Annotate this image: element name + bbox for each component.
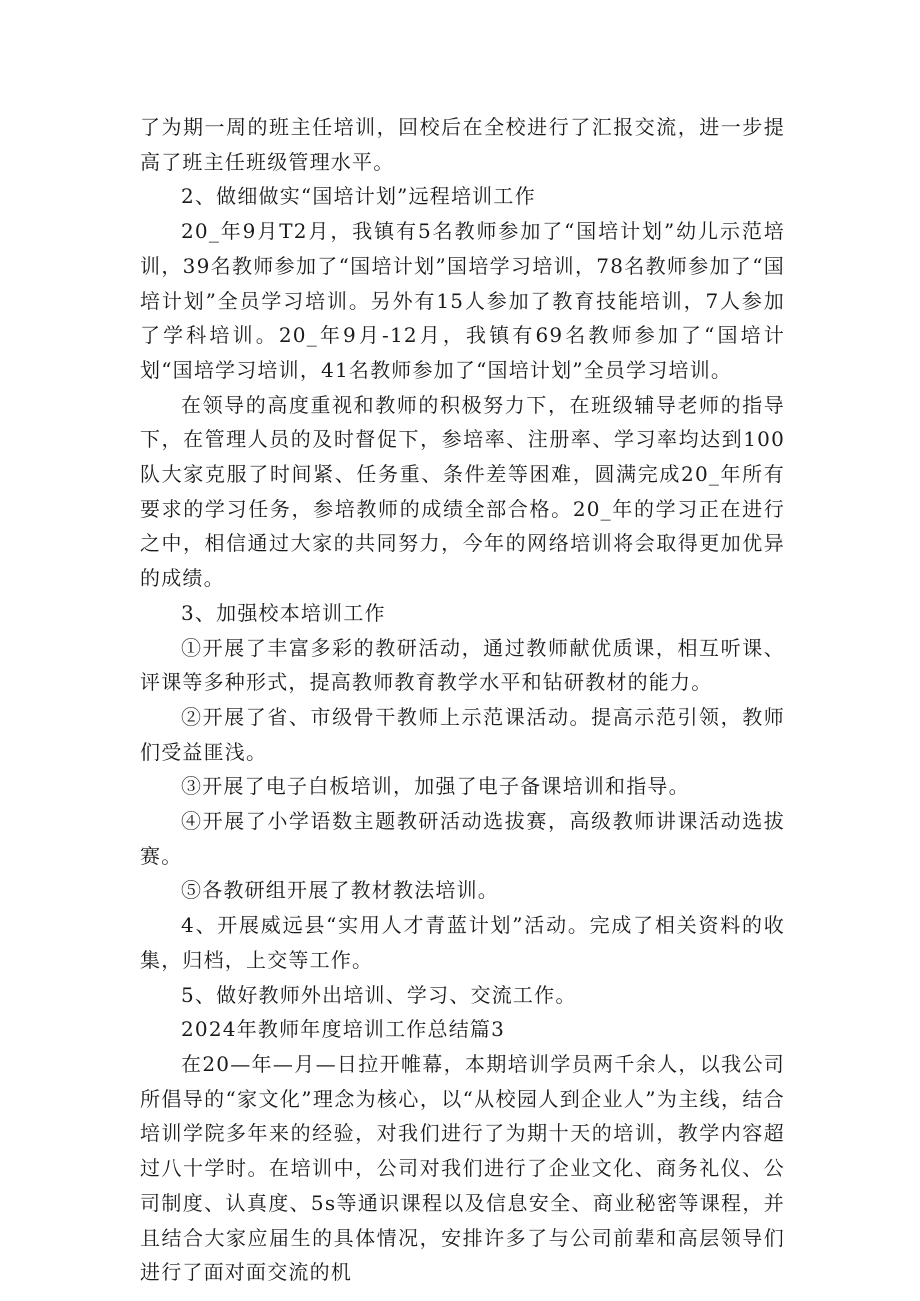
section-heading-3: 3、加强校本培训工作: [181, 600, 386, 625]
document-page: [140, 110, 785, 1290]
paragraph-continuation: 了为期一周的班主任培训，回校后在全校进行了汇报交流，进一步提高了班主任班级管理水平。: [140, 115, 785, 174]
article-title: 2024年教师年度培训工作总结篇3: [181, 1017, 506, 1042]
paragraph-guopei-stats: 20_年9月T2月，我镇有5名教师参加了“国培计划”幼儿示范培训，39名教师参加了“国培计划”国培学习培训，78名教师参加了“国培计划”全员学习培训。另外有15人参加了教育技能培训，7人参加了学科培训。20_年9月-12月，我镇有69名教师参加了“国培计划“国培学习培训，41名教师参加了“国培计划”全员学习培训。: [140, 219, 785, 382]
paragraph-training-summary: 在20—年—月—日拉开帷幕，本期培训学员两千余人，以我公司所倡导的“家文化”理念为核心，以“从校园人到企业人”为主线，结合培训学院多年来的经验，对我们进行了为期十天的培训，教学内容超过八十学时。在培训中，公司对我们进行了企业文化、商务礼仪、公司制度、认真度、5s等通识课程以及信息安全、商业秘密等课程，并且结合大家应届生的具体情况，安排许多了与公司前辈和高层领导们进行了面对面交流的机: [140, 1051, 785, 1285]
list-item-5: ⑤各教研组开展了教材教法培训。: [181, 878, 499, 903]
section-heading-4: 4、开展威远县“实用人才青蓝计划”活动。完成了相关资料的收集，归档，上交等工作。: [140, 913, 785, 972]
section-heading-2: 2、做细做实“国培计划”远程培训工作: [181, 184, 536, 209]
section-heading-5: 5、做好教师外出培训、学习、交流工作。: [181, 982, 577, 1007]
list-item-3: ③开展了电子白板培训，加强了电子备课培训和指导。: [181, 774, 690, 799]
list-item-1: ①开展了丰富多彩的教研活动，通过教师献优质课，相互听课、评课等多种形式，提高教师教育教学水平和钻研教材的能力。: [140, 635, 785, 695]
list-item-2: ②开展了省、市级骨干教师上示范课活动。提高示范引领，教师们受益匪浅。: [140, 704, 785, 764]
paragraph-guopei-results: 在领导的高度重视和教师的积极努力下，在班级辅导老师的指导下，在管理人员的及时督促下，参培率、注册率、学习率均达到100队大家克服了时间紧、任务重、条件差等困难，圆满完成20_年所有要求的学习任务，参培教师的成绩全部合格。20_年的学习正在进行之中，相信通过大家的共同努力，今年的网络培训将会取得更加优异的成绩。: [140, 392, 785, 591]
list-item-4: ④开展了小学语数主题教研活动选拔赛，高级教师讲课活动选拔赛。: [140, 809, 785, 868]
